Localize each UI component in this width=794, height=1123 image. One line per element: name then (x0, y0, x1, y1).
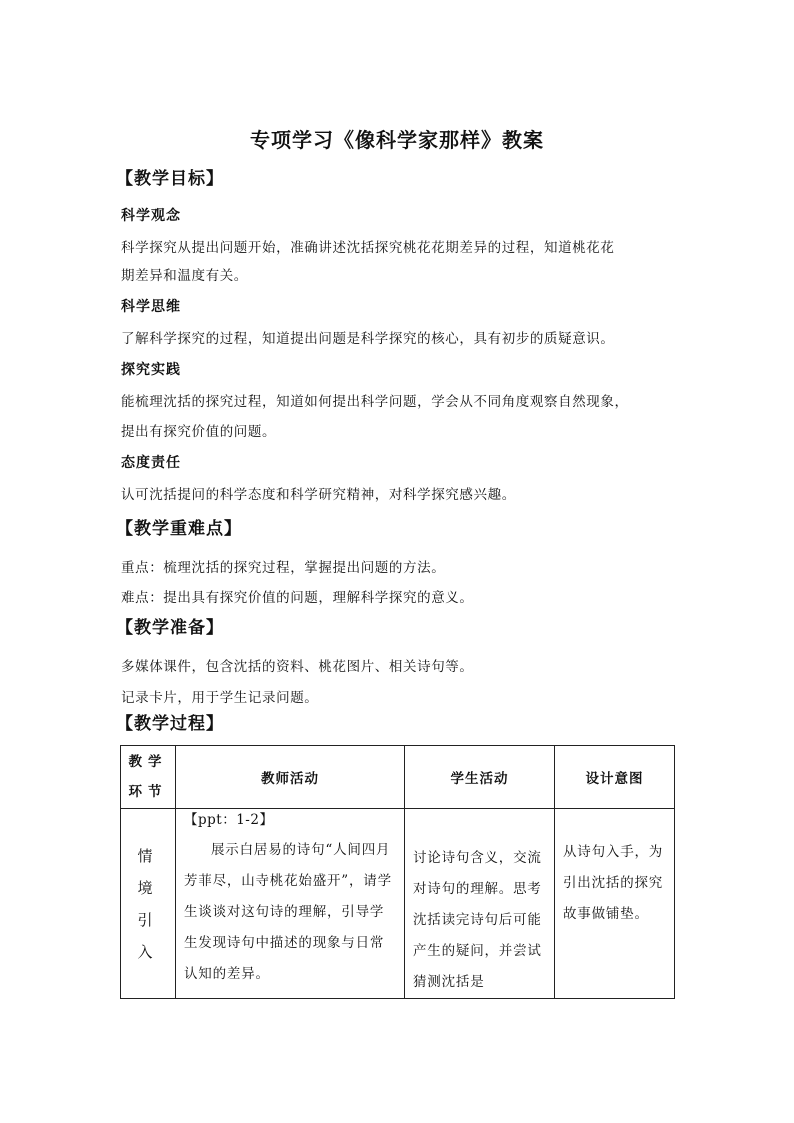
preparation-line-2: 记录卡片，用于学生记录问题。 (121, 690, 319, 706)
column-header-teacher: 教师活动 (176, 746, 405, 809)
process-table (120, 745, 675, 999)
objective-concept-heading: 科学观念 (121, 208, 181, 224)
objective-thinking-line-1: 了解科学探究的过程，知道提出问题是科学探究的核心，具有初步的质疑意识。 (121, 331, 615, 347)
table-header-row (121, 746, 675, 809)
objective-practice-heading: 探究实践 (121, 362, 181, 378)
table-row (121, 809, 675, 999)
stage-cell: 情境引入 (121, 809, 176, 999)
column-header-stage: 教学环节 (121, 746, 176, 809)
objective-attitude-line-1: 认可沈括提问的科学态度和科学研究精神，对科学探究感兴趣。 (121, 487, 516, 503)
objective-practice-line-1: 能梳理沈括的探究过程，知道如何提出科学问题，学会从不同角度观察自然现象， (121, 394, 629, 410)
objective-thinking-heading: 科学思维 (121, 299, 181, 315)
objective-concept-line-2: 期差异和温度有关。 (121, 268, 248, 284)
objective-practice-line-2: 提出有探究价值的问题。 (121, 424, 277, 440)
teacher-activity-cell (176, 809, 405, 999)
objectives-heading: 【教学目标】 (116, 169, 224, 189)
teacher-activity-text: 展示白居易的诗句“人间四月芳菲尽，山寺桃花始盛开”，请学生谈谈对这句诗的理解，引导学生发现诗句中描述的现象与日常认知的差异。 (184, 842, 392, 982)
preparation-line-1: 多媒体课件，包含沈括的资料、桃花图片、相关诗句等。 (121, 659, 474, 675)
student-activity-cell: 讨论诗句含义，交流对诗句的理解。思考沈括读完诗句后可能产生的疑问，并尝试猜测沈括是 (405, 809, 555, 999)
key-point-line: 重点：梳理沈括的探究过程，掌握提出问题的方法。 (121, 560, 446, 576)
key-points-heading: 【教学重难点】 (116, 519, 242, 539)
ppt-reference: 【ppt：1-2】 (184, 812, 274, 828)
objective-concept-line-1: 科学探究从提出问题开始，准确讲述沈括探究桃花花期差异的过程，知道桃花花 (121, 240, 615, 256)
design-intent-cell: 从诗句入手，为引出沈括的探究故事做铺垫。 (555, 809, 675, 999)
document-title: 专项学习《像科学家那样》教案 (250, 128, 544, 152)
difficult-point-line: 难点：提出具有探究价值的问题，理解科学探究的意义。 (121, 590, 474, 606)
column-header-intent: 设计意图 (555, 746, 675, 809)
process-heading: 【教学过程】 (116, 714, 224, 734)
column-header-student: 学生活动 (405, 746, 555, 809)
preparation-heading: 【教学准备】 (116, 618, 224, 638)
objective-attitude-heading: 态度责任 (121, 455, 181, 471)
